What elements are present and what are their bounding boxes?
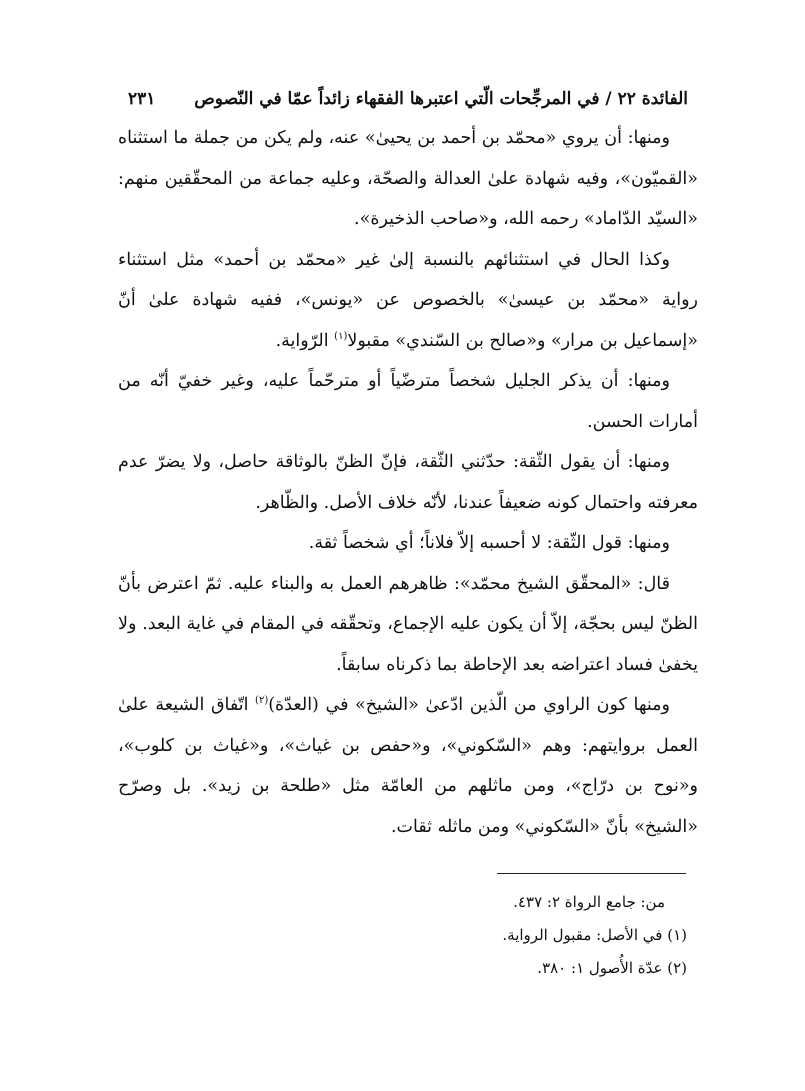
paragraph-7	[118, 685, 698, 847]
paragraph-text: ومنها: أن يقول الثّقة: حدّثني الثّقة، فإنّ الظنّ بالوثاقة حاصل، ولا يضرّ عدم معرفته واحتمال كونه ضعيفاً عندنا، لأنّه خلاف الأصل. والظّاهر.	[118, 452, 698, 513]
paragraph-text: ومنها كون الراوي من الّذين ادّعىٰ «الشيخ» في (العدّة)	[268, 695, 670, 715]
paragraph-text-cont: الرّواية.	[275, 330, 335, 351]
footnotes	[380, 886, 687, 985]
footnote-1: (١) في الأصل: مقبول الرواية.	[502, 926, 687, 944]
paragraph-text: ومنها: أن يروي «محمّد بن أحمد بن يحيىٰ» عنه، ولم يكن من جملة ما استثناه «القميّون»، وفيه شهادة علىٰ العدالة والصحّة، وعليه جماعة من المحقّقين منهم: «السيّد الدّاماد» رحمه الله، و«صاحب الذخيرة».	[118, 128, 698, 229]
paragraph-6	[118, 564, 698, 686]
footnote-ref-1: (١)	[334, 330, 348, 342]
footnote-divider	[497, 873, 686, 874]
body-text	[118, 118, 698, 847]
footnote-ref-2: (٢)	[255, 695, 269, 707]
paragraph-5	[118, 523, 698, 564]
header-title: الفائدة ٢٢ / في المرجِّحات الّتي اعتبرها الفقهاء زائداً عمّا في النّصوص	[194, 89, 688, 109]
footnote-source: من: جامع الرواة ٢: ٤٣٧.	[513, 893, 665, 911]
paragraph-4	[118, 442, 698, 523]
paragraph-text-cont: اتّفاق الشيعة علىٰ العمل بروايتهم: وهم «السّكوني»، و«حفص بن غياث»، و«غياث بن كلوب»، و«نوح بن درّاج»، ومن ماثلهم من العامّة مثل «طلحة بن زيد». بل وصرّح «الشيخ» بأنّ «السّكوني» ومن ماثله ثقات.	[118, 695, 698, 837]
paragraph-3	[118, 361, 698, 442]
paragraph-text: ومنها: قول الثّقة: لا أحسبه إلاّ فلاناً؛ أي شخصاً ثقة.	[308, 533, 670, 553]
footnote-2: (٢) عدّة الأُصول ١: ٣٨٠.	[537, 959, 687, 977]
running-header	[128, 82, 688, 116]
paragraph-text: ومنها: أن يذكر الجليل شخصاً مترضّياً أو مترحّماً عليه، وغير خفيّ أنّه من أمارات الحسن.	[118, 371, 698, 432]
page-number: ٢٣١	[128, 89, 156, 109]
paragraph-1	[118, 118, 698, 240]
paragraph-text: وكذا الحال في استثنائهم بالنسبة إلىٰ غير «محمّد بن أحمد» مثل استثناء رواية «محمّد بن عيسىٰ» بالخصوص عن «يونس»، ففيه شهادة علىٰ أنّ «إسماعيل بن مرار» و«صالح بن السّندي» مقبولا	[118, 249, 698, 351]
paragraph-2	[118, 240, 698, 362]
paragraph-text: قال: «المحقّق الشيخ محمّد»: ظاهرهم العمل به والبناء عليه. ثمّ اعترض بأنّ الظنّ ليس بحجّة، إلاّ أن يكون عليه الإجماع، وتحقّقه في المقام في غاية البعد. ولا يخفىٰ فساد اعتراضه بعد الإحاطة بما ذكرناه سابقاً.	[118, 573, 698, 675]
